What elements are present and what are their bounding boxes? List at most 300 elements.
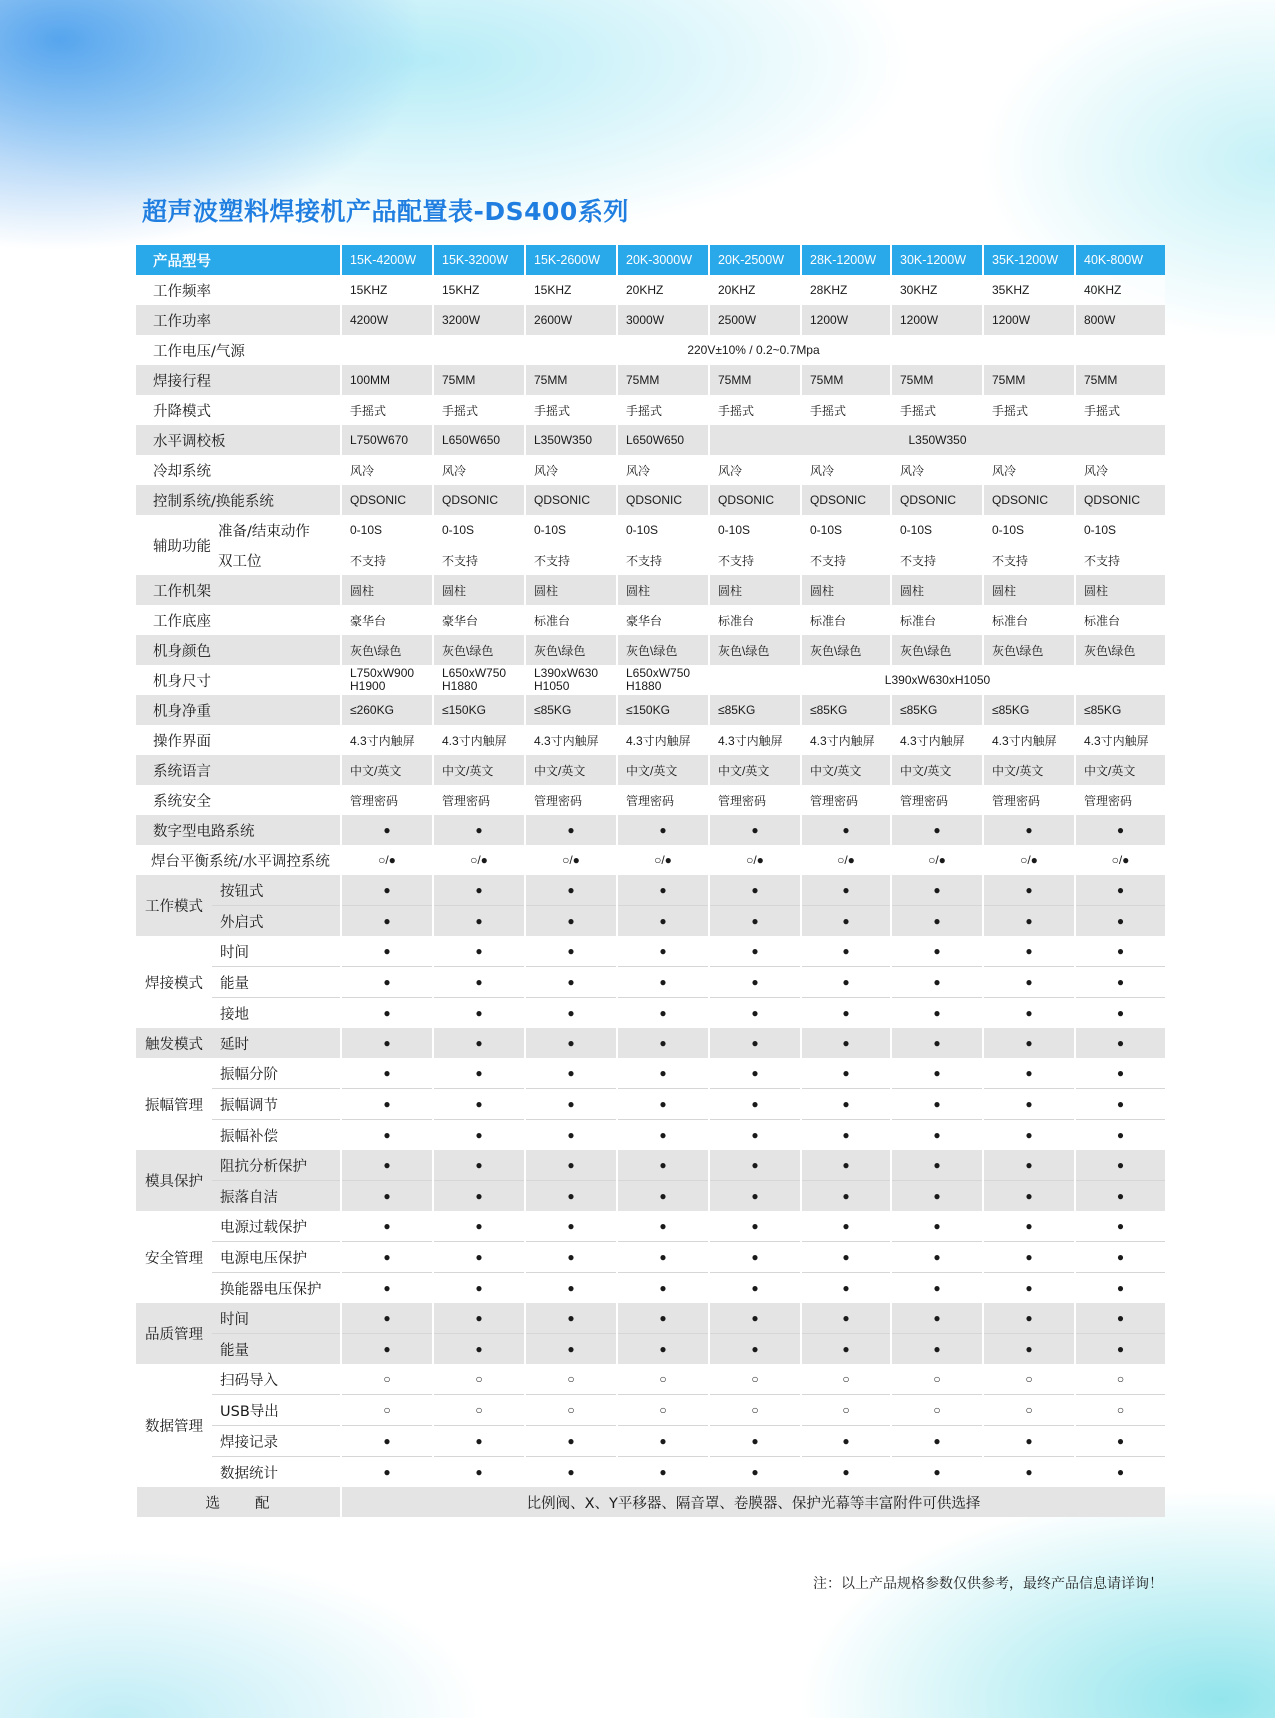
feature-symbol: ● — [983, 1150, 1075, 1181]
feature-symbol: ● — [525, 1120, 617, 1151]
spec-value: 3200W — [433, 305, 525, 335]
feature-symbol: ● — [983, 906, 1075, 937]
feature-symbol: ● — [983, 1273, 1075, 1304]
feature-symbol: ● — [1075, 815, 1165, 845]
size-line: H1050 — [534, 679, 570, 693]
spec-label: 系统安全 — [136, 785, 341, 815]
feature-symbol: ● — [341, 1303, 433, 1334]
feature-symbol: ● — [891, 967, 983, 998]
feature-symbol: ● — [341, 1058, 433, 1089]
sub-label: 电源电压保护 — [212, 1242, 341, 1273]
feature-symbol: ● — [801, 906, 891, 937]
feature-symbol: ● — [709, 1028, 801, 1058]
feature-symbol: ● — [617, 1334, 709, 1365]
feature-symbol: ● — [983, 1303, 1075, 1334]
spec-row-cooling — [136, 455, 1165, 485]
spec-value: 灰色\绿色 — [525, 635, 617, 665]
spec-value: 风冷 — [801, 455, 891, 485]
group-row — [136, 1242, 1165, 1273]
spec-value: 1200W — [801, 305, 891, 335]
spec-row-size — [136, 665, 1165, 695]
spec-value: 75MM — [525, 365, 617, 395]
group-label: 触发模式 — [136, 1028, 212, 1058]
model-name: 15K-2600W — [525, 245, 617, 275]
spec-value: 100MM — [341, 365, 433, 395]
feature-symbol: ○/● — [341, 845, 433, 875]
spec-value: 3000W — [617, 305, 709, 335]
feature-symbol: ● — [983, 1457, 1075, 1488]
size-line: L750xW900 — [350, 666, 415, 680]
spec-row-aux-dual — [136, 545, 1165, 575]
feature-symbol: ● — [801, 1120, 891, 1151]
group-row — [136, 967, 1165, 998]
spec-value: 管理密码 — [801, 785, 891, 815]
spec-table — [135, 245, 1165, 1517]
feature-symbol: ● — [709, 875, 801, 906]
feature-symbol: ● — [709, 1457, 801, 1488]
spec-value: 风冷 — [617, 455, 709, 485]
spec-value: 管理密码 — [433, 785, 525, 815]
feature-symbol: ○ — [1075, 1395, 1165, 1426]
feature-symbol: ● — [1075, 1211, 1165, 1242]
model-name: 35K-1200W — [983, 245, 1075, 275]
spec-value: 2600W — [525, 305, 617, 335]
feature-symbol: ● — [525, 1058, 617, 1089]
group-row — [136, 1334, 1165, 1365]
feature-symbol: ● — [433, 1028, 525, 1058]
feature-symbol: ● — [801, 815, 891, 845]
spec-label: 水平调校板 — [136, 425, 341, 455]
feature-symbol: ● — [617, 906, 709, 937]
feature-symbol: ● — [1075, 967, 1165, 998]
feature-symbol: ● — [341, 875, 433, 906]
feature-symbol: ● — [801, 967, 891, 998]
spec-label: 焊接行程 — [136, 365, 341, 395]
spec-label: 工作底座 — [136, 605, 341, 635]
feature-symbol: ● — [525, 1028, 617, 1058]
spec-value: 4.3寸内触屏 — [341, 725, 433, 755]
size-line: H1900 — [350, 679, 386, 693]
spec-value: L650W650 — [433, 425, 525, 455]
spec-value: 管理密码 — [617, 785, 709, 815]
feature-symbol: ● — [1075, 1028, 1165, 1058]
spec-value: 风冷 — [709, 455, 801, 485]
spec-label: 升降模式 — [136, 395, 341, 425]
spec-row-balance — [136, 845, 1165, 875]
spec-value: 手摇式 — [1075, 395, 1165, 425]
feature-symbol: ● — [709, 1426, 801, 1457]
feature-symbol: ● — [617, 1211, 709, 1242]
spec-value: 管理密码 — [341, 785, 433, 815]
spec-value: 灰色\绿色 — [891, 635, 983, 665]
feature-symbol: ● — [983, 998, 1075, 1029]
spec-value: 灰色\绿色 — [801, 635, 891, 665]
feature-symbol: ○ — [801, 1395, 891, 1426]
spec-row-plate — [136, 425, 1165, 455]
feature-symbol: ○/● — [1075, 845, 1165, 875]
spec-value: 手摇式 — [433, 395, 525, 425]
spec-value: 4.3寸内触屏 — [801, 725, 891, 755]
models-label: 产品型号 — [136, 245, 341, 275]
spec-value: L650W650 — [617, 425, 709, 455]
spec-row-freq — [136, 275, 1165, 305]
spec-value: 中文/英文 — [891, 755, 983, 785]
feature-symbol: ● — [891, 936, 983, 967]
spec-value: 圆柱 — [617, 575, 709, 605]
feature-symbol: ● — [525, 1211, 617, 1242]
spec-value: 标准台 — [709, 605, 801, 635]
spec-value: 灰色\绿色 — [1075, 635, 1165, 665]
feature-symbol: ● — [891, 906, 983, 937]
feature-symbol: ● — [341, 1457, 433, 1488]
spec-value: 4.3寸内触屏 — [891, 725, 983, 755]
feature-symbol: ● — [1075, 906, 1165, 937]
feature-symbol: ● — [891, 1273, 983, 1304]
feature-symbol: ● — [525, 1150, 617, 1181]
spec-value: 圆柱 — [341, 575, 433, 605]
spec-value: QDSONIC — [983, 485, 1075, 515]
feature-symbol: ● — [709, 998, 801, 1029]
spec-value: 风冷 — [1075, 455, 1165, 485]
feature-symbol: ● — [891, 1211, 983, 1242]
spec-value: QDSONIC — [341, 485, 433, 515]
sub-label: 时间 — [212, 1303, 341, 1334]
group-label: 安全管理 — [136, 1211, 212, 1303]
feature-symbol: ● — [709, 1334, 801, 1365]
feature-symbol: ○ — [891, 1364, 983, 1395]
spec-value: 不支持 — [891, 545, 983, 575]
spec-value: 管理密码 — [983, 785, 1075, 815]
feature-symbol: ● — [801, 1242, 891, 1273]
model-name: 15K-3200W — [433, 245, 525, 275]
spec-value: 风冷 — [341, 455, 433, 485]
group-label: 工作模式 — [136, 875, 212, 936]
feature-symbol: ● — [801, 1334, 891, 1365]
spec-value: 75MM — [1075, 365, 1165, 395]
spec-value: 管理密码 — [709, 785, 801, 815]
spec-value: 15KHZ — [433, 275, 525, 305]
spec-value: 30KHZ — [891, 275, 983, 305]
feature-symbol: ● — [341, 1242, 433, 1273]
spec-value: 不支持 — [341, 545, 433, 575]
options-value: 比例阀、X、Y平移器、隔音罩、卷膜器、保护光幕等丰富附件可供选择 — [341, 1487, 1165, 1517]
spec-value — [433, 665, 525, 695]
feature-symbol: ● — [801, 875, 891, 906]
spec-value: 标准台 — [983, 605, 1075, 635]
feature-symbol: ● — [891, 1457, 983, 1488]
feature-symbol: ● — [525, 967, 617, 998]
feature-symbol: ○/● — [525, 845, 617, 875]
feature-symbol: ● — [341, 1089, 433, 1120]
feature-symbol: ● — [1075, 998, 1165, 1029]
feature-symbol: ● — [983, 1242, 1075, 1273]
feature-symbol: ● — [1075, 1242, 1165, 1273]
feature-symbol: ● — [709, 1211, 801, 1242]
feature-symbol: ● — [433, 1457, 525, 1488]
group-row — [136, 1303, 1165, 1334]
spec-value: 0-10S — [1075, 515, 1165, 545]
spec-value: L390xW630xH1050 — [709, 665, 1165, 695]
feature-symbol: ● — [433, 875, 525, 906]
spec-value — [617, 665, 709, 695]
feature-symbol: ● — [525, 936, 617, 967]
spec-value: ≤85KG — [801, 695, 891, 725]
feature-symbol: ● — [617, 1181, 709, 1212]
feature-symbol: ● — [341, 1181, 433, 1212]
feature-symbol: ● — [709, 967, 801, 998]
feature-symbol: ● — [433, 1273, 525, 1304]
spec-value: 中文/英文 — [983, 755, 1075, 785]
group-row — [136, 1120, 1165, 1151]
feature-symbol: ● — [617, 936, 709, 967]
spec-label: 焊台平衡系统/水平调控系统 — [136, 845, 341, 875]
group-row — [136, 1058, 1165, 1089]
feature-symbol: ● — [341, 1426, 433, 1457]
sub-label: 振幅分阶 — [212, 1058, 341, 1089]
spec-value: 豪华台 — [617, 605, 709, 635]
feature-symbol: ● — [525, 1426, 617, 1457]
feature-symbol: ● — [891, 1150, 983, 1181]
feature-symbol: ● — [617, 1426, 709, 1457]
spec-value: 75MM — [801, 365, 891, 395]
spec-value: 0-10S — [341, 515, 433, 545]
sub-label: 双工位 — [212, 545, 341, 575]
spec-value: 28KHZ — [801, 275, 891, 305]
sub-label: 焊接记录 — [212, 1426, 341, 1457]
spec-value: 标准台 — [1075, 605, 1165, 635]
spec-value: 2500W — [709, 305, 801, 335]
feature-symbol: ● — [433, 1303, 525, 1334]
feature-symbol: ● — [709, 815, 801, 845]
feature-symbol: ● — [525, 1242, 617, 1273]
spec-value: 0-10S — [983, 515, 1075, 545]
feature-symbol: ○/● — [709, 845, 801, 875]
spec-value: 管理密码 — [1075, 785, 1165, 815]
spec-value: 圆柱 — [801, 575, 891, 605]
spec-value: L750W670 — [341, 425, 433, 455]
feature-symbol: ● — [433, 1334, 525, 1365]
feature-symbol: ● — [341, 998, 433, 1029]
feature-symbol: ● — [891, 815, 983, 845]
group-label: 振幅管理 — [136, 1058, 212, 1150]
spec-value: 4.3寸内触屏 — [433, 725, 525, 755]
spec-value: 豪华台 — [341, 605, 433, 635]
sub-label: 数据统计 — [212, 1457, 341, 1488]
spec-value: QDSONIC — [709, 485, 801, 515]
group-label: 品质管理 — [136, 1303, 212, 1364]
spec-value: 1200W — [891, 305, 983, 335]
sub-label: 振落自洁 — [212, 1181, 341, 1212]
group-row — [136, 1150, 1165, 1181]
feature-symbol: ● — [1075, 1334, 1165, 1365]
feature-symbol: ● — [525, 875, 617, 906]
feature-symbol: ○ — [709, 1395, 801, 1426]
sub-label: 能量 — [212, 1334, 341, 1365]
feature-symbol: ● — [983, 936, 1075, 967]
feature-symbol: ○ — [341, 1395, 433, 1426]
spec-value: QDSONIC — [617, 485, 709, 515]
spec-value: 风冷 — [891, 455, 983, 485]
feature-symbol: ● — [617, 1150, 709, 1181]
feature-symbol: ● — [709, 1150, 801, 1181]
feature-symbol: ● — [983, 1028, 1075, 1058]
group-row — [136, 1181, 1165, 1212]
feature-symbol: ● — [341, 936, 433, 967]
spec-value: 风冷 — [525, 455, 617, 485]
feature-symbol: ● — [617, 967, 709, 998]
feature-symbol: ● — [801, 1457, 891, 1488]
sub-label: 振幅补偿 — [212, 1120, 341, 1151]
feature-symbol: ● — [1075, 875, 1165, 906]
feature-symbol: ● — [709, 1273, 801, 1304]
spec-value: 中文/英文 — [801, 755, 891, 785]
feature-symbol: ● — [891, 1181, 983, 1212]
size-line: L390xW630 — [534, 666, 599, 680]
spec-value: ≤260KG — [341, 695, 433, 725]
spec-row-color — [136, 635, 1165, 665]
spec-value: 标准台 — [891, 605, 983, 635]
spec-value: QDSONIC — [525, 485, 617, 515]
spec-value: 75MM — [433, 365, 525, 395]
spec-value: QDSONIC — [801, 485, 891, 515]
header-row — [136, 245, 1165, 275]
group-row — [136, 1426, 1165, 1457]
spec-row-lift — [136, 395, 1165, 425]
spec-value: 220V±10% / 0.2~0.7Mpa — [341, 335, 1165, 365]
spec-value: ≤150KG — [433, 695, 525, 725]
feature-symbol: ○ — [617, 1364, 709, 1395]
feature-symbol: ○/● — [617, 845, 709, 875]
feature-symbol: ● — [617, 1273, 709, 1304]
feature-symbol: ○ — [1075, 1364, 1165, 1395]
spec-value: 4.3寸内触屏 — [709, 725, 801, 755]
feature-symbol: ○ — [341, 1364, 433, 1395]
feature-symbol: ● — [983, 1089, 1075, 1120]
spec-row-voltage — [136, 335, 1165, 365]
feature-symbol: ● — [709, 1058, 801, 1089]
feature-symbol: ● — [433, 1058, 525, 1089]
feature-symbol: ● — [801, 1089, 891, 1120]
sub-label: 阻抗分析保护 — [212, 1150, 341, 1181]
feature-symbol: ● — [525, 1181, 617, 1212]
spec-label: 冷却系统 — [136, 455, 341, 485]
spec-value: 0-10S — [709, 515, 801, 545]
feature-symbol: ● — [983, 1181, 1075, 1212]
feature-symbol: ● — [525, 1273, 617, 1304]
spec-label: 工作频率 — [136, 275, 341, 305]
spec-value — [525, 665, 617, 695]
spec-value: 豪华台 — [433, 605, 525, 635]
feature-symbol: ● — [891, 1120, 983, 1151]
feature-symbol: ● — [891, 1242, 983, 1273]
spec-value: 风冷 — [983, 455, 1075, 485]
feature-symbol: ● — [341, 906, 433, 937]
group-row — [136, 1364, 1165, 1395]
feature-symbol: ● — [891, 1028, 983, 1058]
spec-value: 0-10S — [891, 515, 983, 545]
spec-value: 手摇式 — [801, 395, 891, 425]
spec-row-digital — [136, 815, 1165, 845]
feature-symbol: ● — [891, 1058, 983, 1089]
feature-symbol: ● — [983, 1211, 1075, 1242]
feature-symbol: ● — [983, 875, 1075, 906]
spec-value: 不支持 — [433, 545, 525, 575]
spec-value: 不支持 — [1075, 545, 1165, 575]
spec-value: 灰色\绿色 — [983, 635, 1075, 665]
spec-value: QDSONIC — [1075, 485, 1165, 515]
spec-value: ≤150KG — [617, 695, 709, 725]
spec-value: 圆柱 — [983, 575, 1075, 605]
sub-label: 扫码导入 — [212, 1364, 341, 1395]
feature-symbol: ● — [709, 1089, 801, 1120]
feature-symbol: ● — [617, 875, 709, 906]
feature-symbol: ● — [525, 1457, 617, 1488]
feature-symbol: ● — [341, 1028, 433, 1058]
spec-value: 20KHZ — [617, 275, 709, 305]
spec-label: 工作功率 — [136, 305, 341, 335]
group-row — [136, 1089, 1165, 1120]
spec-row-ui — [136, 725, 1165, 755]
spec-value: 标准台 — [525, 605, 617, 635]
feature-symbol: ● — [433, 998, 525, 1029]
feature-symbol: ● — [983, 1058, 1075, 1089]
feature-symbol: ○ — [801, 1364, 891, 1395]
spec-row-control — [136, 485, 1165, 515]
feature-symbol: ● — [801, 1303, 891, 1334]
feature-symbol: ● — [983, 1426, 1075, 1457]
spec-value: 圆柱 — [433, 575, 525, 605]
feature-symbol: ● — [709, 906, 801, 937]
feature-symbol: ● — [617, 1028, 709, 1058]
feature-symbol: ● — [1075, 936, 1165, 967]
feature-symbol: ● — [433, 815, 525, 845]
options-row — [136, 1487, 1165, 1517]
feature-symbol: ● — [1075, 1273, 1165, 1304]
spec-value: 风冷 — [433, 455, 525, 485]
feature-symbol: ● — [341, 1150, 433, 1181]
sub-label: 接地 — [212, 998, 341, 1029]
feature-symbol: ● — [617, 1120, 709, 1151]
feature-symbol: ○ — [617, 1395, 709, 1426]
spec-value: 20KHZ — [709, 275, 801, 305]
spec-value: 0-10S — [617, 515, 709, 545]
feature-symbol: ● — [433, 1150, 525, 1181]
feature-symbol: ● — [341, 1120, 433, 1151]
disclaimer-note: 注：以上产品规格参数仅供参考，最终产品信息请详询！ — [813, 1576, 1163, 1592]
sub-label: 换能器电压保护 — [212, 1273, 341, 1304]
spec-label: 数字型电路系统 — [136, 815, 341, 845]
spec-value: 管理密码 — [525, 785, 617, 815]
feature-symbol: ● — [433, 1426, 525, 1457]
group-label: 数据管理 — [136, 1364, 212, 1487]
group-row — [136, 875, 1165, 906]
feature-symbol: ● — [617, 998, 709, 1029]
spec-value: 圆柱 — [709, 575, 801, 605]
feature-symbol: ● — [341, 1273, 433, 1304]
spec-value: ≤85KG — [983, 695, 1075, 725]
spec-value: ≤85KG — [709, 695, 801, 725]
spec-value: 不支持 — [801, 545, 891, 575]
spec-value: 不支持 — [983, 545, 1075, 575]
spec-value: 手摇式 — [891, 395, 983, 425]
feature-symbol: ● — [525, 1089, 617, 1120]
feature-symbol: ● — [891, 1303, 983, 1334]
group-row — [136, 998, 1165, 1029]
spec-value: 中文/英文 — [525, 755, 617, 785]
feature-symbol: ● — [617, 1303, 709, 1334]
feature-symbol: ● — [1075, 1181, 1165, 1212]
spec-value — [341, 665, 433, 695]
